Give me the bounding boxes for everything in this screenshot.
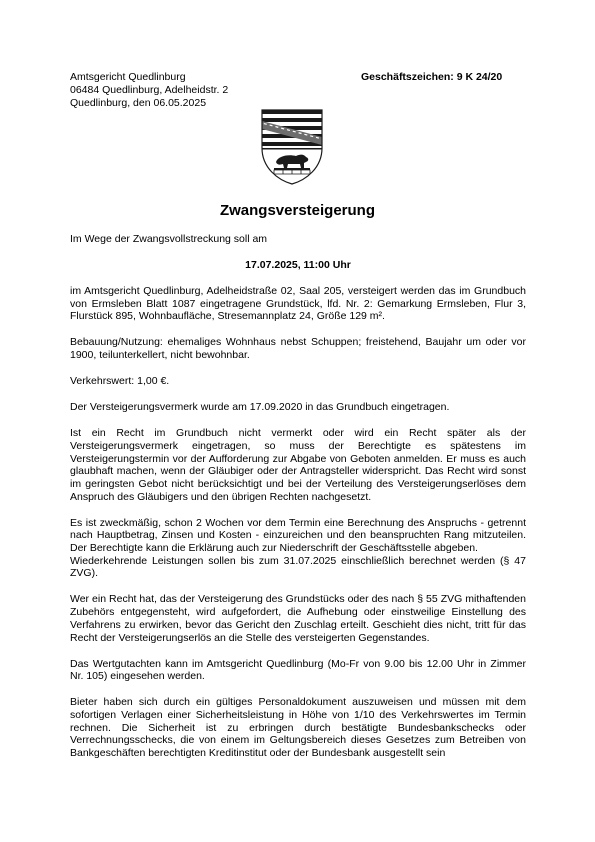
bidder-security-paragraph: Bieter haben sich durch ein gültiges Personaldokument auszuweisen und müssen mit dem sofortigen Verlagen einer Sicherheitsleistung in Höhe von 1/10 des Verkehrswertes im Termin rechnen. Die Sicherheit ist zu erbringen durch bestätigte Bundesbankschecks oder Verrechnungsschecks, die von einem im Geltungsbereich dieses Gesetzes zum Betreiben von Bankgeschäften berechtigten Kreditinstitut oder der Bundesbank ausgestellt sein xyxy=(70,696,526,760)
court-address: 06484 Quedlinburg, Adelheidstr. 2 xyxy=(70,84,229,97)
building-use-paragraph: Bebauung/Nutzung: ehemaliges Wohnhaus nebst Schuppen; freistehend, Baujahr um oder vor 1900, teilunterkellert, nicht bewohnbar. xyxy=(70,336,526,362)
market-value-paragraph: Verkehrswert: 1,00 €. xyxy=(70,375,170,388)
auction-date: 17.07.2025, 11:00 Uhr xyxy=(245,259,351,271)
court-address-block xyxy=(70,71,228,111)
case-number: Geschäftszeichen: 9 K 24/20 xyxy=(361,71,503,83)
coat-of-arms-icon xyxy=(258,108,326,186)
document-title: Zwangsversteigerung xyxy=(219,202,376,219)
registration-paragraph: Der Versteigerungsvermerk wurde am 17.09.2020 in das Grundbuch eingetragen. xyxy=(70,401,450,414)
place-date: Quedlinburg, den 06.05.2025 xyxy=(70,97,207,110)
property-paragraph: im Amtsgericht Quedlinburg, Adelheidstraße 02, Saal 205, versteigert werden das im Grundbuch von Ermsleben Blatt 1087 eingetragene Grundstück, lfd. Nr. 2: Gemarkung Ermsleben, Flur 3, Flurstück 895, Wohnbaufläche, Stresemannplatz 24, Größe 129 m². xyxy=(70,285,526,323)
appraisal-paragraph: Das Wertgutachten kann im Amtsgericht Quedlinburg (Mo-Fr von 9.00 bis 12.00 Uhr in Zimmer Nr. 105) eingesehen werden. xyxy=(70,657,526,683)
court-name: Amtsgericht Quedlinburg xyxy=(70,71,186,83)
recurring-payments-paragraph: Wiederkehrende Leistungen sollen bis zum 31.07.2025 einschließlich berechnet werden (§ 47 ZVG). xyxy=(70,554,526,580)
intro-paragraph: Im Wege der Zwangsvollstreckung soll am xyxy=(70,233,268,245)
document-body xyxy=(70,233,526,773)
opposing-rights-paragraph: Wer ein Recht hat, das der Versteigerung des Grundstücks oder des nach § 55 ZVG mithaftenden Zubehörs entgegensteht, wird aufgefordert, die Aufhebung oder einstweilige Einstellung des Verfahrens zu erwirken, bevor das Gericht den Zuschlag erteilt. Geschieht dies nicht, tritt für das Recht der Versteigerungserlös an die Stelle des versteigerten Gegenstandes. xyxy=(70,593,526,644)
claim-calculation-paragraph: Es ist zweckmäßig, schon 2 Wochen vor dem Termin eine Berechnung des Anspruchs - getrennt nach Hauptbetrag, Zinsen und Kosten - einzureichen und den beanspruchten Rang mitzuteilen. Der Berechtigte kann die Erklärung auch zur Niederschrift der Geschäftsstelle abgeben. xyxy=(70,516,526,555)
rights-notice-paragraph: Ist ein Recht im Grundbuch nicht vermerkt oder wird ein Recht später als der Versteigerungsvermerk eingetragen, so muss der Berechtigte es spätestens im Versteigerungstermin vor der Aufforderung zur Abgabe von Geboten anmelden. Er muss es auch glaubhaft machen, wenn der Gläubiger oder der Antragsteller widerspricht. Das Recht wird sonst im geringsten Gebot nicht berücksichtigt und bei der Verteilung des Versteigerungserlöses dem Anspruch des Gläubigers und den übrigen Rechten nachgesetzt. xyxy=(70,427,526,503)
